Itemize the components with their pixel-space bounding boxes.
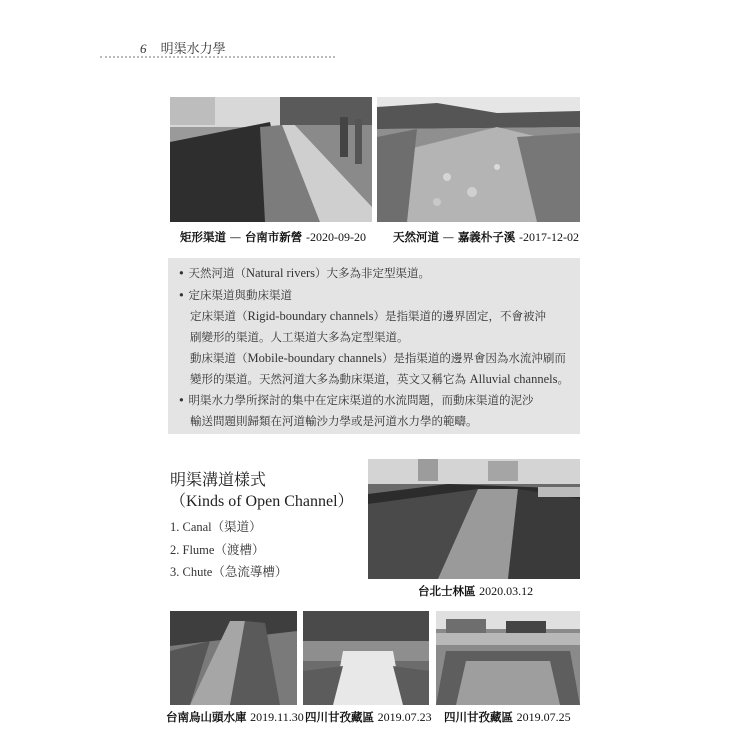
photo-caption: 四川甘孜藏區 2019.07.23 [305,710,432,724]
list-item: 1. Canal（渠道） [170,520,262,534]
photo-caption: 四川甘孜藏區 2019.07.25 [444,710,571,724]
photo-ganzi-waterfall [303,611,429,705]
list-item: 3. Chute（急流導槽） [170,565,288,579]
photo-ganzi-chute [436,611,580,705]
note-line: • 明渠水力學所探討的集中在定床渠道的水流問題，而動床渠道的泥沙 [178,393,534,407]
note-line: 變形的渠道。天然河道大多為動床渠道，英文又稱它為 Alluvial channels。 [190,372,569,386]
photo-rectangular-channel [170,97,372,222]
note-line: 刷變形的渠道。人工渠道大多為定型渠道。 [190,330,409,344]
photo-caption: 台北士林區 2020.03.12 [418,584,534,598]
photo-caption: 矩形渠道 — 台南市新營 -2020-09-20 [180,230,366,244]
note-line: • 天然河道（Natural rivers）大多為非定型渠道。 [178,266,431,280]
note-line: 輸送問題則歸類在河道輸沙力學或是河道水力學的範疇。 [190,414,478,428]
section-subheading: （Kinds of Open Channel） [170,493,354,510]
photo-shilin-channel [368,459,580,579]
list-item: 2. Flume（渡槽） [170,543,265,557]
running-header [140,38,226,57]
photo-caption: 台南烏山頭水庫 2019.11.30 [166,710,304,724]
photo-wushantou-flume [170,611,297,705]
header-dotted-rule [100,56,335,58]
book-title: 明渠水力學 [160,42,226,57]
note-line: 定床渠道（Rigid-boundary channels）是指渠道的邊界固定，不會被沖 [190,309,547,323]
note-line: 動床渠道（Mobile-boundary channels）是指渠道的邊界會因為水流沖刷而 [190,351,566,365]
note-line: • 定床渠道與動床渠道 [178,288,292,302]
section-heading: 明渠溝道樣式 [170,470,267,489]
page-number: 6 [140,41,147,56]
photo-caption: 天然河道 — 嘉義朴子溪 -2017-12-02 [393,230,579,244]
photo-natural-river [377,97,580,222]
